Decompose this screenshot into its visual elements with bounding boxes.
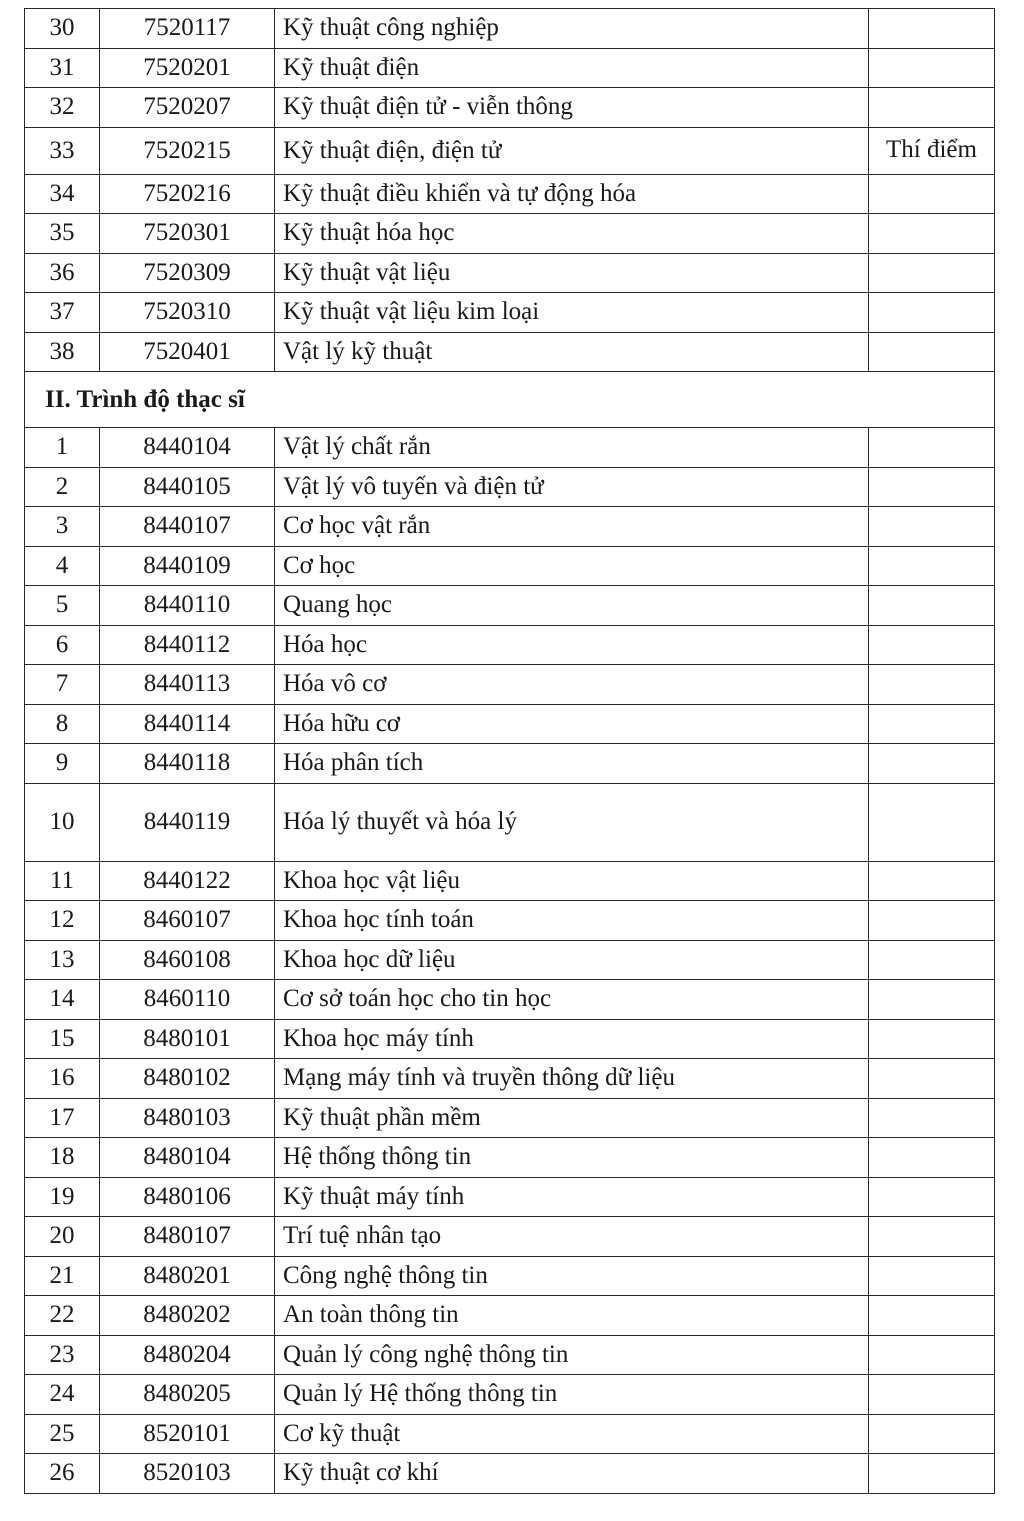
section1-body	[25, 9, 995, 372]
program-name: Hóa hữu cơ	[275, 704, 869, 744]
program-code: 7520207	[100, 88, 275, 128]
program-name: Kỹ thuật điều khiển và tự động hóa	[275, 174, 869, 214]
program-code: 7520117	[100, 9, 275, 49]
table-row	[25, 332, 995, 372]
row-note	[869, 625, 995, 665]
program-name: Khoa học máy tính	[275, 1019, 869, 1059]
row-note	[869, 546, 995, 586]
table-row	[25, 428, 995, 468]
row-number: 22	[25, 1296, 100, 1336]
program-code: 8440122	[100, 861, 275, 901]
row-number: 20	[25, 1217, 100, 1257]
row-note	[869, 861, 995, 901]
program-name: Vật lý vô tuyến và điện tử	[275, 467, 869, 507]
table-row	[25, 1256, 995, 1296]
program-code: 8520103	[100, 1454, 275, 1494]
row-number: 21	[25, 1256, 100, 1296]
section-heading: II. Trình độ thạc sĩ	[25, 372, 995, 428]
program-code: 7520401	[100, 332, 275, 372]
program-name: Kỹ thuật vật liệu	[275, 253, 869, 293]
row-number: 12	[25, 901, 100, 941]
table-row	[25, 665, 995, 705]
program-name: Cơ sở toán học cho tin học	[275, 980, 869, 1020]
program-name: An toàn thông tin	[275, 1296, 869, 1336]
row-note	[869, 980, 995, 1020]
table-row	[25, 127, 995, 174]
program-code: 8440107	[100, 507, 275, 547]
table-row	[25, 980, 995, 1020]
table-row	[25, 546, 995, 586]
program-name: Hệ thống thông tin	[275, 1138, 869, 1178]
program-code: 8440119	[100, 783, 275, 861]
table-row	[25, 48, 995, 88]
row-note	[869, 428, 995, 468]
row-note	[869, 744, 995, 784]
section-heading-row	[25, 372, 995, 428]
row-note	[869, 1059, 995, 1099]
row-number: 2	[25, 467, 100, 507]
program-name: Quản lý công nghệ thông tin	[275, 1335, 869, 1375]
row-note	[869, 9, 995, 49]
table-row	[25, 1059, 995, 1099]
row-note	[869, 665, 995, 705]
program-name: Kỹ thuật vật liệu kim loại	[275, 293, 869, 333]
program-code: 8480106	[100, 1177, 275, 1217]
program-name: Quản lý Hệ thống thông tin	[275, 1375, 869, 1415]
row-note	[869, 332, 995, 372]
program-name: Khoa học tính toán	[275, 901, 869, 941]
table-row	[25, 1414, 995, 1454]
program-code: 8440113	[100, 665, 275, 705]
program-code: 7520309	[100, 253, 275, 293]
row-note	[869, 88, 995, 128]
program-name: Khoa học dữ liệu	[275, 940, 869, 980]
row-number: 34	[25, 174, 100, 214]
row-note	[869, 293, 995, 333]
row-number: 1	[25, 428, 100, 468]
program-code: 7520215	[100, 127, 275, 174]
row-number: 15	[25, 1019, 100, 1059]
program-code: 8480205	[100, 1375, 275, 1415]
program-name: Kỹ thuật cơ khí	[275, 1454, 869, 1494]
row-number: 32	[25, 88, 100, 128]
row-note	[869, 253, 995, 293]
table-row	[25, 1177, 995, 1217]
row-note	[869, 1177, 995, 1217]
row-number: 17	[25, 1098, 100, 1138]
row-note	[869, 174, 995, 214]
row-note	[869, 1138, 995, 1178]
table-row	[25, 625, 995, 665]
row-note	[869, 1019, 995, 1059]
program-code: 8520101	[100, 1414, 275, 1454]
row-number: 18	[25, 1138, 100, 1178]
row-note	[869, 1098, 995, 1138]
section2-heading-body	[25, 372, 995, 428]
program-code: 8460108	[100, 940, 275, 980]
program-name: Trí tuệ nhân tạo	[275, 1217, 869, 1257]
table-row	[25, 293, 995, 333]
program-code: 8480104	[100, 1138, 275, 1178]
row-number: 10	[25, 783, 100, 861]
table-row	[25, 861, 995, 901]
program-code: 8440110	[100, 586, 275, 626]
row-number: 26	[25, 1454, 100, 1494]
row-number: 3	[25, 507, 100, 547]
row-number: 23	[25, 1335, 100, 1375]
program-name: Cơ học	[275, 546, 869, 586]
program-code: 8440105	[100, 467, 275, 507]
row-number: 33	[25, 127, 100, 174]
row-number: 19	[25, 1177, 100, 1217]
program-code: 8460110	[100, 980, 275, 1020]
program-name: Vật lý chất rắn	[275, 428, 869, 468]
table-row	[25, 507, 995, 547]
row-note	[869, 1454, 995, 1494]
row-note	[869, 1414, 995, 1454]
program-code: 7520310	[100, 293, 275, 333]
program-name: Công nghệ thông tin	[275, 1256, 869, 1296]
program-name: Hóa lý thuyết và hóa lý	[275, 783, 869, 861]
row-number: 8	[25, 704, 100, 744]
table-row	[25, 1098, 995, 1138]
program-code: 8480202	[100, 1296, 275, 1336]
program-code: 8480102	[100, 1059, 275, 1099]
program-code: 8440112	[100, 625, 275, 665]
program-code: 8480103	[100, 1098, 275, 1138]
row-note: Thí điểm	[869, 127, 995, 174]
program-code: 7520216	[100, 174, 275, 214]
row-note	[869, 214, 995, 254]
row-note	[869, 1217, 995, 1257]
program-name: Kỹ thuật hóa học	[275, 214, 869, 254]
row-note	[869, 901, 995, 941]
row-number: 5	[25, 586, 100, 626]
program-name: Kỹ thuật phần mềm	[275, 1098, 869, 1138]
row-number: 36	[25, 253, 100, 293]
program-code: 8480101	[100, 1019, 275, 1059]
table-row	[25, 783, 995, 861]
row-number: 31	[25, 48, 100, 88]
program-name: Cơ học vật rắn	[275, 507, 869, 547]
row-note	[869, 1335, 995, 1375]
row-number: 25	[25, 1414, 100, 1454]
document-page	[24, 8, 994, 1494]
row-note	[869, 704, 995, 744]
table-row	[25, 467, 995, 507]
table-row	[25, 1296, 995, 1336]
program-code: 7520201	[100, 48, 275, 88]
program-code: 8440118	[100, 744, 275, 784]
program-code: 8440114	[100, 704, 275, 744]
program-name: Hóa học	[275, 625, 869, 665]
table-row	[25, 704, 995, 744]
section2-body	[25, 428, 995, 1494]
program-name: Quang học	[275, 586, 869, 626]
row-number: 16	[25, 1059, 100, 1099]
program-code: 8440104	[100, 428, 275, 468]
program-code: 8440109	[100, 546, 275, 586]
program-code: 8480201	[100, 1256, 275, 1296]
row-number: 7	[25, 665, 100, 705]
table-row	[25, 1019, 995, 1059]
table-row	[25, 1217, 995, 1257]
program-name: Hóa phân tích	[275, 744, 869, 784]
row-note	[869, 507, 995, 547]
table-row	[25, 1138, 995, 1178]
row-number: 37	[25, 293, 100, 333]
program-name: Kỹ thuật điện, điện tử	[275, 127, 869, 174]
row-note	[869, 940, 995, 980]
table-row	[25, 253, 995, 293]
program-name: Kỹ thuật máy tính	[275, 1177, 869, 1217]
row-number: 14	[25, 980, 100, 1020]
row-number: 24	[25, 1375, 100, 1415]
row-note	[869, 467, 995, 507]
program-code: 7520301	[100, 214, 275, 254]
row-number: 35	[25, 214, 100, 254]
row-note	[869, 1256, 995, 1296]
row-number: 30	[25, 9, 100, 49]
program-name: Kỹ thuật điện	[275, 48, 869, 88]
program-name: Khoa học vật liệu	[275, 861, 869, 901]
table-row	[25, 901, 995, 941]
table-row	[25, 586, 995, 626]
table-row	[25, 214, 995, 254]
table-row	[25, 9, 995, 49]
row-number: 11	[25, 861, 100, 901]
table-row	[25, 174, 995, 214]
row-number: 38	[25, 332, 100, 372]
programs-table	[24, 8, 995, 1494]
row-number: 9	[25, 744, 100, 784]
row-note	[869, 1375, 995, 1415]
row-number: 4	[25, 546, 100, 586]
program-name: Hóa vô cơ	[275, 665, 869, 705]
program-name: Vật lý kỹ thuật	[275, 332, 869, 372]
table-row	[25, 1454, 995, 1494]
program-name: Kỹ thuật công nghiệp	[275, 9, 869, 49]
table-row	[25, 1375, 995, 1415]
program-name: Cơ kỹ thuật	[275, 1414, 869, 1454]
program-code: 8480204	[100, 1335, 275, 1375]
row-note	[869, 1296, 995, 1336]
program-name: Kỹ thuật điện tử - viễn thông	[275, 88, 869, 128]
row-note	[869, 586, 995, 626]
program-code: 8460107	[100, 901, 275, 941]
row-note	[869, 783, 995, 861]
row-note	[869, 48, 995, 88]
table-row	[25, 744, 995, 784]
table-row	[25, 940, 995, 980]
program-code: 8480107	[100, 1217, 275, 1257]
table-row	[25, 88, 995, 128]
row-number: 13	[25, 940, 100, 980]
table-row	[25, 1335, 995, 1375]
row-number: 6	[25, 625, 100, 665]
program-name: Mạng máy tính và truyền thông dữ liệu	[275, 1059, 869, 1099]
